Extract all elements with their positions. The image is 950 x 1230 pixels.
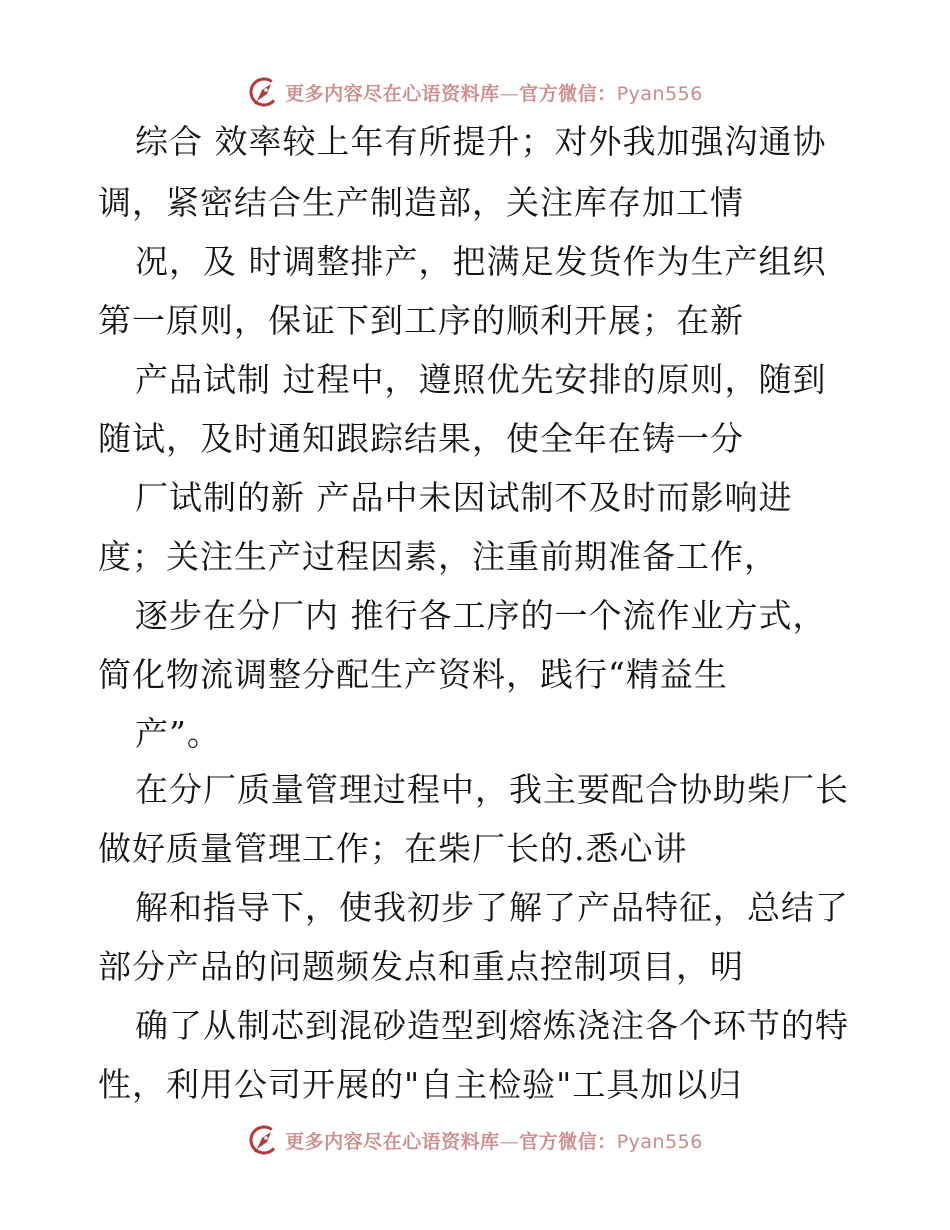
body-line: 确了从制芯到混砂造型到熔炼浇注各个环节的特 xyxy=(135,1006,849,1045)
body-line: 第一原则，保证下到工序的顺利开展；在新 xyxy=(98,301,744,340)
body-line: 部分产品的问题频发点和重点控制项目，明 xyxy=(98,947,744,986)
pen-nib-logo-icon xyxy=(247,1123,281,1157)
body-line: 调，紧密结合生产制造部，关注库存加工情 xyxy=(98,183,744,222)
header-watermark xyxy=(0,72,950,112)
watermark-dash: — xyxy=(499,82,520,105)
watermark-brand: 更多内容尽在心语资料库 xyxy=(285,82,500,105)
body-line: 度；关注生产过程因素，注重前期准备工作， xyxy=(98,537,778,576)
watermark-dash: — xyxy=(499,1130,520,1153)
body-line: 性，利用公司开展的"自主检验"工具加以归 xyxy=(98,1065,743,1104)
watermark-official-label: 官方微信： xyxy=(519,1130,617,1153)
body-line: 做好质量管理工作；在柴厂长的.悉心讲 xyxy=(98,829,688,868)
body-line: 随试，及时通知跟踪结果，使全年在铸一分 xyxy=(98,419,744,458)
pen-nib-logo-icon xyxy=(247,75,281,109)
body-line: 厂试制的新 产品中未因试制不及时而影响进 xyxy=(135,478,793,517)
watermark-text xyxy=(285,1127,703,1154)
body-line: 解和指导下，使我初步了解了产品特征，总结了 xyxy=(135,888,849,927)
body-line: 产”。 xyxy=(135,714,221,753)
watermark-brand: 更多内容尽在心语资料库 xyxy=(285,1130,500,1153)
body-line: 产品试制 过程中，遵照优先安排的原则，随到 xyxy=(135,360,827,399)
watermark-official-label: 官方微信： xyxy=(519,82,617,105)
body-line: 况，及 时调整排产，把满足发货作为生产组织 xyxy=(135,242,827,281)
body-line: 逐步在分厂内 推行各工序的一个流作业方式， xyxy=(135,596,827,635)
watermark-wechat-id: Pyan556 xyxy=(616,1130,703,1153)
body-line: 在分厂质量管理过程中，我主要配合协助柴厂长 xyxy=(135,770,849,809)
body-line: 综合 效率较上年有所提升；对外我加强沟通协 xyxy=(135,122,827,161)
watermark-wechat-id: Pyan556 xyxy=(616,82,703,105)
footer-watermark xyxy=(0,1120,950,1160)
watermark-text xyxy=(285,79,703,106)
body-line: 简化物流调整分配生产资料，践行“精益生 xyxy=(98,655,728,694)
